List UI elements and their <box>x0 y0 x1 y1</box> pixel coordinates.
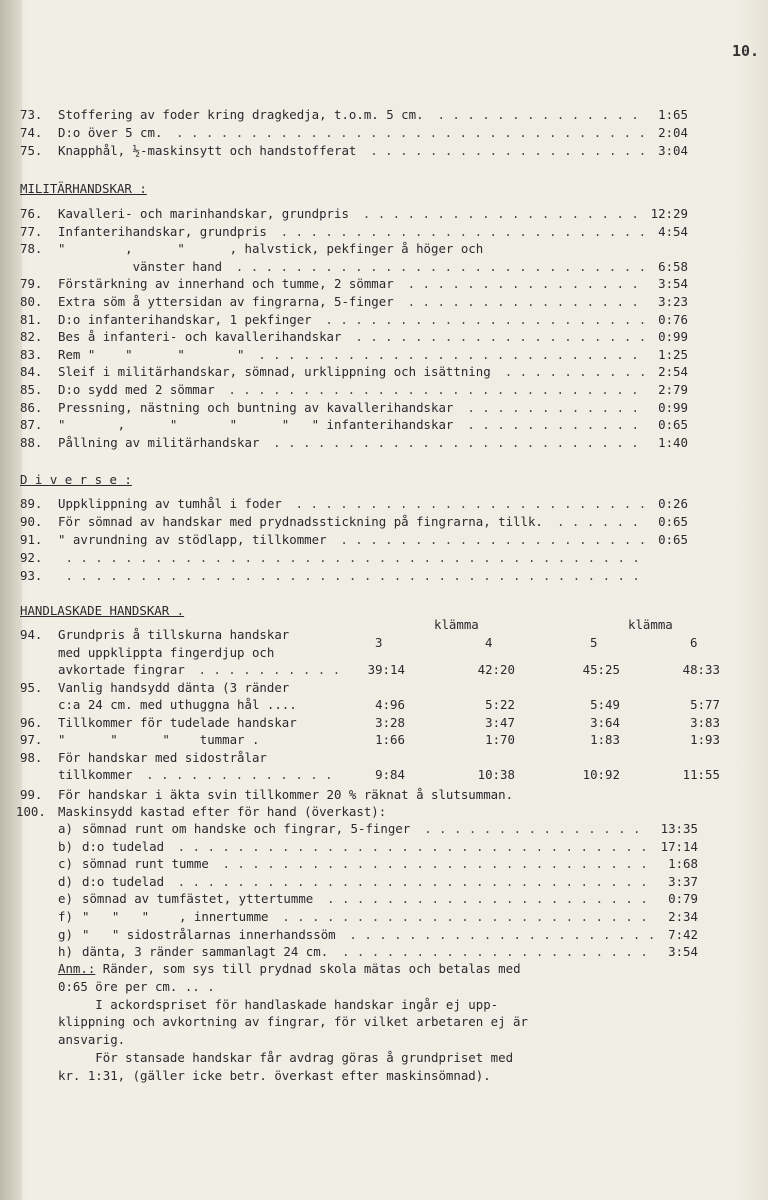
note-line: 0:65 öre per cm. .. . <box>58 978 215 994</box>
binding-edge <box>0 0 22 1200</box>
subitem-leader-dots: . . . . . . . . . . . . . . . . . . . . . . <box>319 891 656 907</box>
item-b-text: " , " " " " infanterihandskar <box>58 417 454 433</box>
item-b-leader-dots: . . . . . . . . . . . . . . . . . . . <box>355 206 639 221</box>
note-line: kr. 1:31, (gäller icke betr. överkast efter maskinsömnad). <box>58 1067 491 1083</box>
item-b-number: 79. <box>20 276 43 292</box>
item-b-value: 1:25 <box>658 346 688 362</box>
section-heading-diverse: D i v e r s e : <box>20 472 132 487</box>
item-b-value: 0:65 <box>658 417 688 433</box>
subitem-value: 0:79 <box>668 891 698 907</box>
note-line: klippning och avkortning av fingrar, för vilket arbetaren ej är <box>58 1014 528 1030</box>
item-b-text: Rem " " " " <box>58 346 245 362</box>
subitem-label: c) <box>58 856 73 872</box>
subitem-leader-dots: . . . . . . . . . . . . . . . . . . . . . . . . . . . . . . . . <box>170 838 648 854</box>
item-a-text: D:o över 5 cm. <box>58 125 163 140</box>
item-b-text: " , " , halvstick, pekfinger å höger och <box>58 241 484 257</box>
item-d-text: Grundpris å tillskurna handskar <box>58 627 290 642</box>
column-header-size: 4 <box>485 635 493 650</box>
subitem-value: 3:37 <box>668 873 698 889</box>
item-b-text: D:o sydd med 2 sömmar <box>58 382 215 397</box>
subitem-text: sömnad runt tumme <box>82 856 209 872</box>
item-a-text: Knapphål, ½-maskinsytt och handstofferat <box>58 143 357 158</box>
subitem-leader-dots: . . . . . . . . . . . . . . . . . . . . . . . . . <box>274 909 656 924</box>
item-b-text: Pållning av militärhandskar <box>58 434 260 450</box>
item-c-number: 89. <box>20 496 43 511</box>
item-b-value: 3:54 <box>658 276 688 292</box>
subitem-label: f) <box>58 909 73 924</box>
subitem-label: a) <box>58 821 73 836</box>
item-b-number: 83. <box>20 346 43 362</box>
item-b-leader-dots: . . . . . . . . . . . . . . . . . . . . . . . . . <box>265 434 647 450</box>
item-b-value: 1:40 <box>658 434 688 450</box>
item-d-text: För handskar med sidostrålar <box>58 749 267 765</box>
item-b-text: Infanterihandskar, grundpris <box>58 223 267 239</box>
subitem-text: sömnad runt om handske och fingrar, 5-finger <box>82 821 411 836</box>
item-c-number: 93. <box>20 568 43 583</box>
subitem-value: 2:34 <box>668 909 698 924</box>
item-100-text: Maskinsydd kastad efter för hand (överkast): <box>58 804 387 819</box>
item-b-number: 80. <box>20 294 43 309</box>
item-b-text: Förstärkning av innerhand och tumme, 2 sömmar <box>58 276 394 292</box>
item-d-value: 1:83 <box>590 732 620 747</box>
subitem-text: d:o tudelad <box>82 838 165 854</box>
item-d-text: Vanlig handsydd dänta (3 ränder <box>58 679 290 695</box>
item-c-number: 92. <box>20 550 43 565</box>
item-d-value: 3:28 <box>375 714 405 730</box>
subitem-value: 3:54 <box>668 944 698 960</box>
item-a-number: 74. <box>20 125 43 140</box>
subitem-leader-dots: . . . . . . . . . . . . . . . . . . . . . <box>341 926 656 942</box>
item-d-value: 48:33 <box>682 662 720 677</box>
item-a-leader-dots: . . . . . . . . . . . . . . . . . . . . . . . . . . . . . . . . <box>168 125 647 140</box>
subitem-label: d) <box>58 873 73 889</box>
item-c-value: 0:65 <box>658 532 688 547</box>
item-b-value: 0:99 <box>658 399 688 415</box>
note-line: ansvarig. <box>58 1032 126 1048</box>
item-a-text: Stoffering av foder kring dragkedja, t.o.m. 5 cm. <box>58 107 424 122</box>
item-99-number: 99. <box>20 787 43 802</box>
subitem-leader-dots: . . . . . . . . . . . . . . . . . . . . . <box>334 944 656 960</box>
item-b-number: 81. <box>20 311 43 327</box>
item-b-leader-dots: . . . . . . . . . . . . <box>459 399 647 415</box>
item-c-text: " avrundning av stödlapp, tillkommer <box>58 532 327 547</box>
note-line: För stansade handskar får avdrag göras å grundpriset med <box>58 1050 514 1065</box>
item-b-number: 85. <box>20 382 43 397</box>
item-b-value: 2:79 <box>658 382 688 397</box>
column-header-size: 5 <box>590 635 598 650</box>
item-b-number: 77. <box>20 223 43 239</box>
item-d-number: 95. <box>20 679 43 695</box>
item-b-value: 6:58 <box>658 258 688 274</box>
item-b-text: Kavalleri- och marinhandskar, grundpris <box>58 206 349 221</box>
item-c-text: Uppklippning av tumhål i foder <box>58 496 282 511</box>
subitem-value: 13:35 <box>660 821 698 836</box>
item-d-value: 42:20 <box>477 662 515 677</box>
subitem-text: dänta, 3 ränder sammanlagt 24 cm. <box>82 944 329 960</box>
subitem-label: e) <box>58 891 73 907</box>
item-d-leader-dots: . . . . . . . . . . <box>190 662 341 677</box>
item-b-value: 2:54 <box>658 364 688 380</box>
item-b-leader-dots: . . . . . . . . . . . . . . . . <box>400 294 647 309</box>
item-d-text: avkortade fingrar <box>58 662 185 677</box>
subitem-leader-dots: . . . . . . . . . . . . . . . <box>416 821 648 836</box>
item-c-leader-dots: . . . . . . . . . . . . . . . . . . . . . . . . <box>288 496 647 511</box>
item-d-text: c:a 24 cm. med uthuggna hål .... <box>58 697 297 712</box>
item-d-text: med uppklippta fingerdjup och <box>58 644 275 660</box>
column-header-klamma: klämma <box>434 617 479 632</box>
item-d-value: 5:22 <box>485 697 515 712</box>
item-b-value: 4:54 <box>658 223 688 239</box>
subitem-leader-dots: . . . . . . . . . . . . . . . . . . . . . . . . . . . . . . . . <box>170 873 656 889</box>
item-b-value: 3:23 <box>658 294 688 309</box>
item-b-leader-dots: . . . . . . . . . . . . . . . . . . . . . . . . . . . . <box>220 382 647 397</box>
page-number: 10. <box>732 42 760 60</box>
item-d-text: tillkommer <box>58 767 133 782</box>
item-d-value: 1:66 <box>375 732 405 747</box>
item-d-value: 1:93 <box>690 732 720 747</box>
item-a-value: 2:04 <box>658 125 688 140</box>
item-c-leader-dots: . . . . . . <box>549 514 647 529</box>
item-b-text: Extra söm å yttersidan av fingrarna, 5-finger <box>58 294 394 309</box>
item-b-number: 87. <box>20 417 43 433</box>
item-d-text: Tillkommer för tudelade handskar <box>58 714 297 730</box>
section-heading-military: MILITÄRHANDSKAR : <box>20 181 147 196</box>
subitem-value: 17:14 <box>660 838 698 854</box>
item-a-value: 3:04 <box>658 143 688 158</box>
item-b-text: D:o infanterihandskar, 1 pekfinger <box>58 311 312 327</box>
item-b-number: 78. <box>20 241 43 257</box>
item-c-leader-dots: . . . . . . . . . . . . . . . . . . . . . . . . . . . . . . . . . . . . . . . <box>58 550 640 565</box>
item-b-text: Sleif i militärhandskar, sömnad, urklippning och isättning <box>58 364 491 380</box>
item-c-leader-dots: . . . . . . . . . . . . . . . . . . . . . . . . . . . . . . . . . . . . . . . <box>58 568 640 583</box>
item-c-number: 90. <box>20 514 43 529</box>
item-b-leader-dots: . . . . . . . . . . <box>497 364 647 380</box>
item-b-leader-dots: . . . . . . . . . . . . . . . . . . . . . . <box>317 311 647 327</box>
item-d-text: " " " tummar . <box>58 732 260 747</box>
item-b-number: 84. <box>20 364 43 380</box>
item-d-value: 39:14 <box>367 662 405 677</box>
subitem-leader-dots: . . . . . . . . . . . . . . . . . . . . . . . . . . . . . <box>214 856 656 872</box>
column-header-size: 6 <box>690 635 698 650</box>
subitem-label: h) <box>58 944 73 960</box>
item-d-value: 45:25 <box>582 662 620 677</box>
item-100-number: 100. <box>16 804 46 819</box>
subitem-value: 1:68 <box>668 856 698 872</box>
item-c-leader-dots: . . . . . . . . . . . . . . . . . . . . . <box>332 532 647 547</box>
item-a-number: 75. <box>20 143 43 158</box>
item-a-leader-dots: . . . . . . . . . . . . . . . . . . . <box>362 143 647 158</box>
item-d-value: 4:96 <box>375 697 405 712</box>
subitem-label: b) <box>58 838 73 854</box>
item-c-value: 0:65 <box>658 514 688 529</box>
subitem-text: " " " , innertumme <box>82 909 269 924</box>
item-d-value: 5:77 <box>690 697 720 712</box>
item-d-leader-dots: . . . . . . . . . . . . . <box>138 767 341 782</box>
item-b-number: 82. <box>20 329 43 345</box>
item-d-value: 11:55 <box>682 767 720 782</box>
item-b-leader-dots: . . . . . . . . . . . . . . . . . . . . <box>347 329 647 345</box>
section-heading-handlaskade: HANDLASKADE HANDSKAR . <box>20 603 185 618</box>
item-99-text: För handskar i äkta svin tillkommer 20 % räknat å slutsumman. <box>58 787 514 802</box>
subitem-text: " " sidostrålarnas innerhandssöm <box>82 926 336 942</box>
item-d-number: 96. <box>20 714 43 730</box>
item-d-value: 10:92 <box>582 767 620 782</box>
note-line: Ränder, som sys till prydnad skola mätas och betalas med <box>95 961 521 976</box>
item-d-value: 9:84 <box>375 767 405 782</box>
subitem-text: sömnad av tumfästet, yttertumme <box>82 891 314 907</box>
item-d-number: 98. <box>20 749 43 765</box>
item-b-value: 0:99 <box>658 329 688 345</box>
note-line: I ackordspriset för handlaskade handskar ingår ej upp- <box>58 996 499 1012</box>
item-a-value: 1:65 <box>658 107 688 122</box>
column-header-klamma: klämma <box>628 617 673 632</box>
item-b-value: 12:29 <box>650 206 688 221</box>
item-d-value: 10:38 <box>477 767 515 782</box>
item-d-value: 5:49 <box>590 697 620 712</box>
item-c-value: 0:26 <box>658 496 688 511</box>
item-b-leader-dots: . . . . . . . . . . . . . . . . <box>400 276 647 292</box>
item-b-leader-dots: . . . . . . . . . . . . . . . . . . . . . . . . . . <box>250 346 647 362</box>
item-d-value: 1:70 <box>485 732 515 747</box>
item-b-leader-dots: . . . . . . . . . . . . <box>459 417 647 433</box>
item-a-number: 73. <box>20 107 43 122</box>
item-b-leader-dots: . . . . . . . . . . . . . . . . . . . . . . . . . <box>273 223 647 239</box>
subitem-text: d:o tudelad <box>82 873 165 889</box>
item-b-number: 88. <box>20 434 43 450</box>
subitem-value: 7:42 <box>668 926 698 942</box>
item-d-value: 3:47 <box>485 714 515 730</box>
note-label: Anm.: <box>58 961 96 976</box>
item-c-text: För sömnad av handskar med prydnadsstickning på fingrarna, tillk. <box>58 514 543 529</box>
item-b-text: Bes å infanteri- och kavallerihandskar <box>58 329 342 345</box>
item-d-value: 3:83 <box>690 714 720 730</box>
item-b-text: vänster hand <box>58 258 223 274</box>
item-a-leader-dots: . . . . . . . . . . . . . . <box>430 107 647 122</box>
item-d-number: 97. <box>20 732 43 747</box>
item-b-leader-dots: . . . . . . . . . . . . . . . . . . . . . . . . . . . . <box>228 258 647 274</box>
column-header-size: 3 <box>375 635 383 650</box>
subitem-label: g) <box>58 926 73 942</box>
item-c-number: 91. <box>20 532 43 547</box>
item-b-number: 76. <box>20 206 43 221</box>
item-d-number: 94. <box>20 627 43 642</box>
item-b-value: 0:76 <box>658 311 688 327</box>
item-b-number: 86. <box>20 399 43 415</box>
item-b-text: Pressning, nästning och buntning av kavallerihandskar <box>58 399 454 415</box>
item-d-value: 3:64 <box>590 714 620 730</box>
